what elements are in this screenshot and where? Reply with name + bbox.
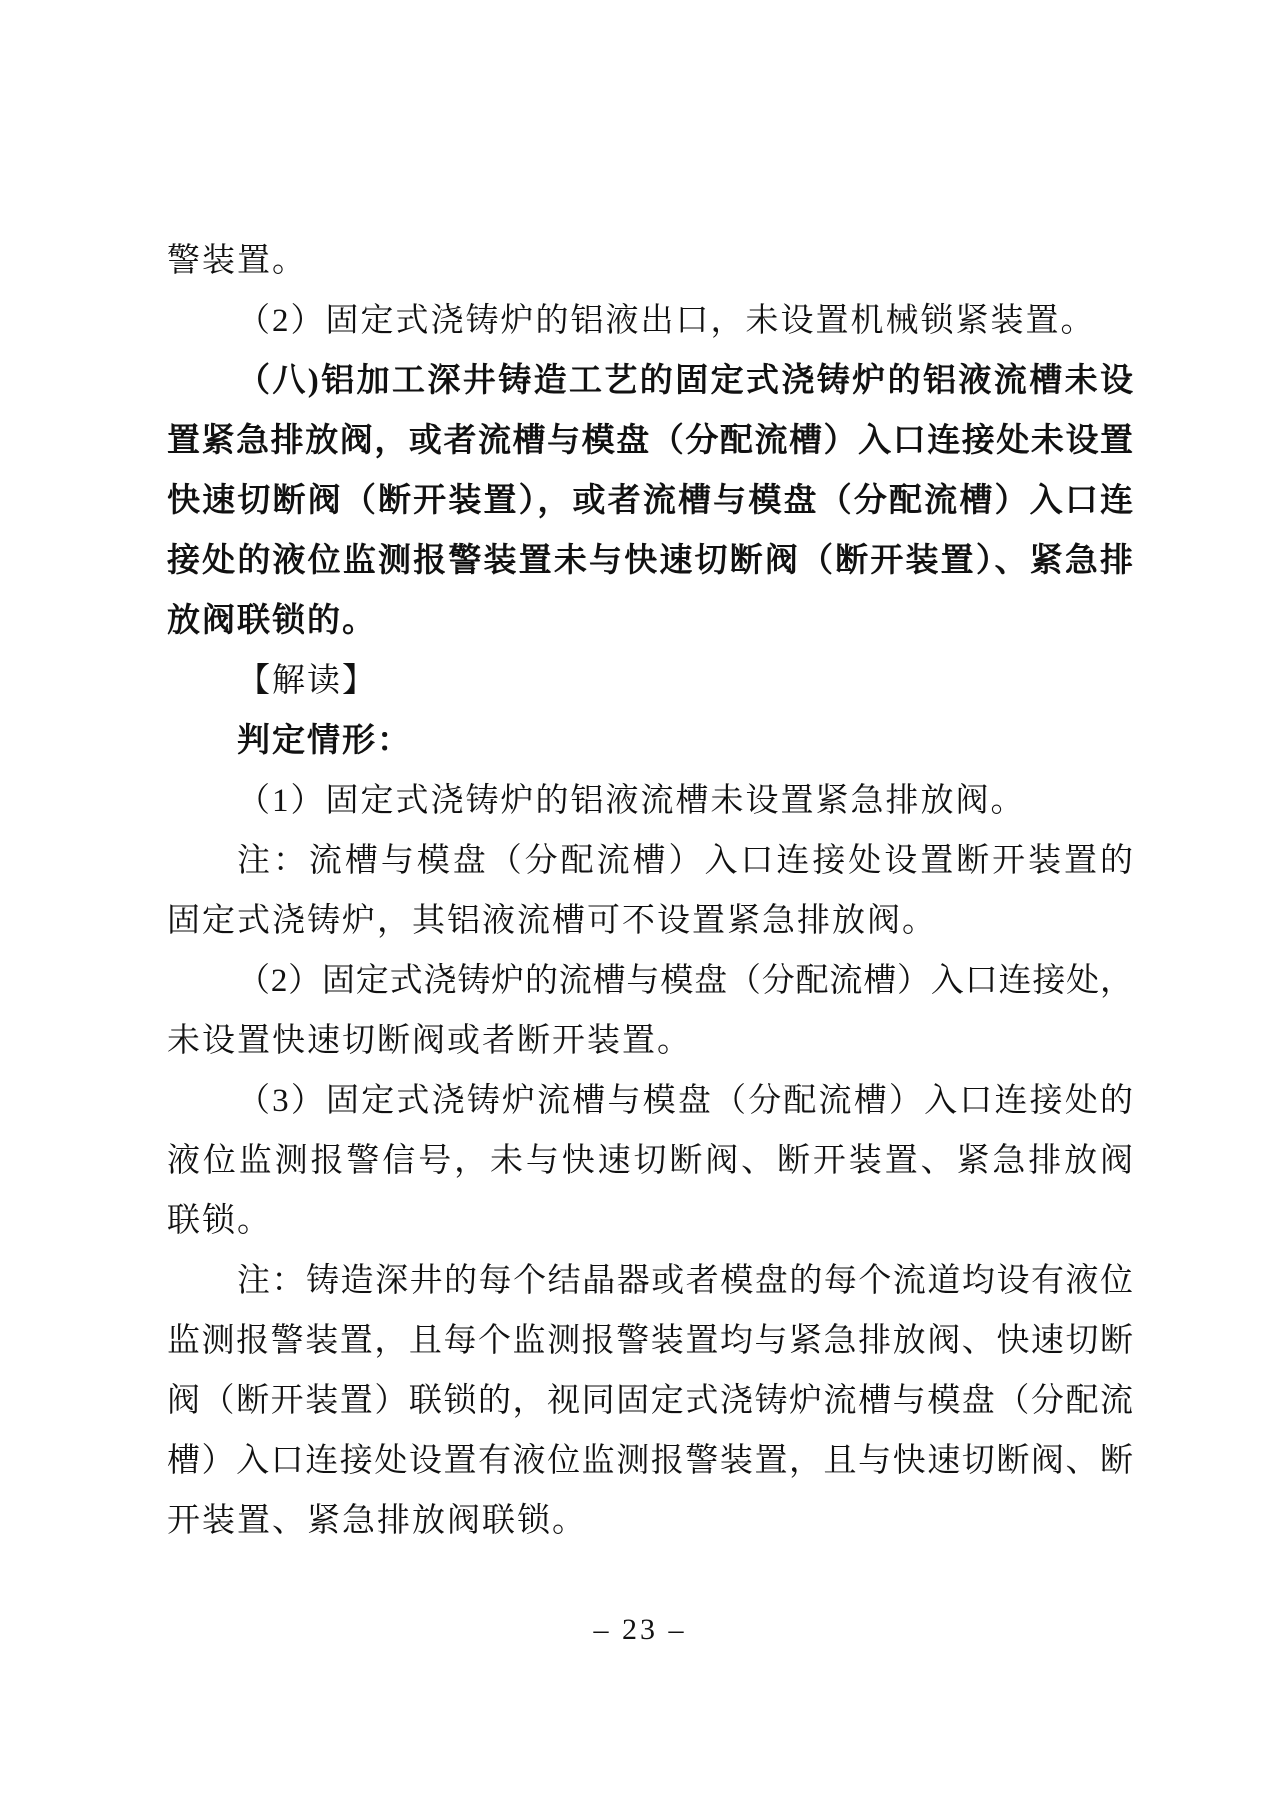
text-line: 阀（断开装置）联锁的，视同固定式浇铸炉流槽与模盘（分配流: [167, 1383, 1133, 1419]
text-line: （3）固定式浇铸炉流槽与模盘（分配流槽）入口连接处的: [237, 1083, 1133, 1119]
text-line: 液位监测报警信号，未与快速切断阀、断开装置、紧急排放阀: [167, 1143, 1133, 1179]
text-line: 接处的液位监测报警装置未与快速切断阀（断开装置）、紧急排: [167, 543, 1133, 579]
document-body: [167, 231, 1133, 1551]
text-line: 放阀联锁的。: [167, 603, 377, 639]
text-line: 联锁。: [167, 1203, 272, 1239]
text-line: （1）固定式浇铸炉的铝液流槽未设置紧急排放阀。: [237, 783, 1026, 819]
text-line: （2）固定式浇铸炉的流槽与模盘（分配流槽）入口连接处，: [237, 963, 1133, 999]
text-line: 未设置快速切断阀或者断开装置。: [167, 1023, 692, 1059]
text-line: 注：流槽与模盘（分配流槽）入口连接处设置断开装置的: [237, 843, 1133, 879]
text-line: 置紧急排放阀，或者流槽与模盘（分配流槽）入口连接处未设置: [167, 423, 1133, 459]
text-line: 固定式浇铸炉，其铝液流槽可不设置紧急排放阀。: [167, 903, 937, 939]
text-line: 判定情形：: [237, 723, 412, 759]
text-line: 监测报警装置，且每个监测报警装置均与紧急排放阀、快速切断: [167, 1323, 1133, 1359]
text-line: 注：铸造深井的每个结晶器或者模盘的每个流道均设有液位: [237, 1263, 1133, 1299]
text-line: 开装置、紧急排放阀联锁。: [167, 1503, 587, 1539]
text-line: 【解读】: [237, 663, 377, 699]
page-number: – 23 –: [593, 1613, 687, 1646]
text-line: 快速切断阀（断开装置），或者流槽与模盘（分配流槽）入口连: [167, 483, 1133, 519]
text-line: 警装置。: [167, 243, 307, 279]
text-line: 槽）入口连接处设置有液位监测报警装置，且与快速切断阀、断: [167, 1443, 1133, 1479]
text-line: （八)铝加工深井铸造工艺的固定式浇铸炉的铝液流槽未设: [237, 363, 1133, 399]
text-line: （2）固定式浇铸炉的铝液出口，未设置机械锁紧装置。: [237, 303, 1096, 339]
